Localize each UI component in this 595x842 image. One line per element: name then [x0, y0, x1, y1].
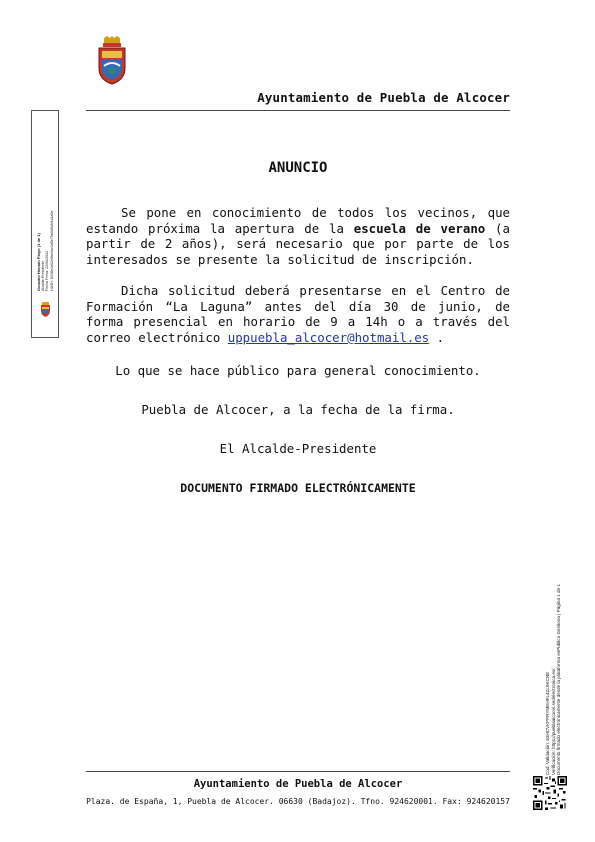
verification-text	[545, 584, 562, 775]
signature-hash: HASH: 8338e4a52e9be0ac3d5e79b0c6b8f4a1a0e	[49, 210, 54, 291]
mayor-role-line: El Alcalde-Presidente	[219, 441, 377, 456]
small-coat-of-arms-icon	[40, 302, 51, 317]
signature-date: Fecha Firma: 22/06/2022	[45, 250, 50, 291]
signer-name: Gonzalo Hernán Pinyo (1 de 1)	[36, 233, 41, 291]
footer-address: Plaza. de España, 1, Puebla de Alcocer. 06630 (Badajoz). Tfno. 924620001. Fax: 924620157	[86, 797, 510, 806]
header-organization: Ayuntamiento de Puebla de Alcocer	[257, 90, 510, 105]
signature-stamp-text	[37, 210, 54, 291]
qr-code-icon	[533, 776, 567, 810]
paragraph-text: Se pone en conocimiento de todos los vecinos, que estando próxima la apertura de la	[86, 205, 510, 236]
public-notice-line: Lo que se hace público para general conocimiento.	[115, 363, 481, 378]
page-title: ANUNCIO	[268, 160, 328, 176]
footer-divider	[86, 771, 510, 772]
signature-stamp	[31, 110, 59, 338]
paragraph-text: Dicha solicitud deberá presentarse en el Centro de Formación “La Laguna” antes del día 30 de junio, de forma presencial en horario de 9 a 14h o a través del correo electrónico	[86, 283, 510, 345]
paragraph-application	[86, 283, 510, 345]
bold-summer-school: escuela de verano	[353, 220, 486, 236]
header-divider	[86, 110, 510, 111]
coat-of-arms-icon	[96, 36, 128, 86]
paragraph-text: .	[429, 329, 445, 345]
paragraph-announcement	[86, 205, 510, 267]
validation-code: Cód. Validación: 63HCVKFPRYMEHFL4ZL9KCNE	[545, 671, 550, 775]
email-link[interactable]: uppuebla_alcocer@hotmail.es	[227, 329, 430, 345]
platform-note: Documento firmado electrónicamente desde la plataforma esPublico Gestiona | Página 1 de 1	[556, 584, 562, 775]
signer-role: Alcalde-Presidente	[41, 260, 46, 291]
verification-url: Verificación: https://pueblaalcocer.sedelectronica.es/	[550, 668, 556, 775]
place-date-line: Puebla de Alcocer, a la fecha de la firma.	[141, 402, 455, 417]
signed-document-line: DOCUMENTO FIRMADO ELECTRÓNICAMENTE	[180, 481, 416, 495]
footer-organization: Ayuntamiento de Puebla de Alcocer	[193, 778, 403, 790]
paragraph-text: (a partir de 2 años), será necesario que por parte de los interesados se presente la solicitud de inscripción.	[86, 220, 510, 267]
